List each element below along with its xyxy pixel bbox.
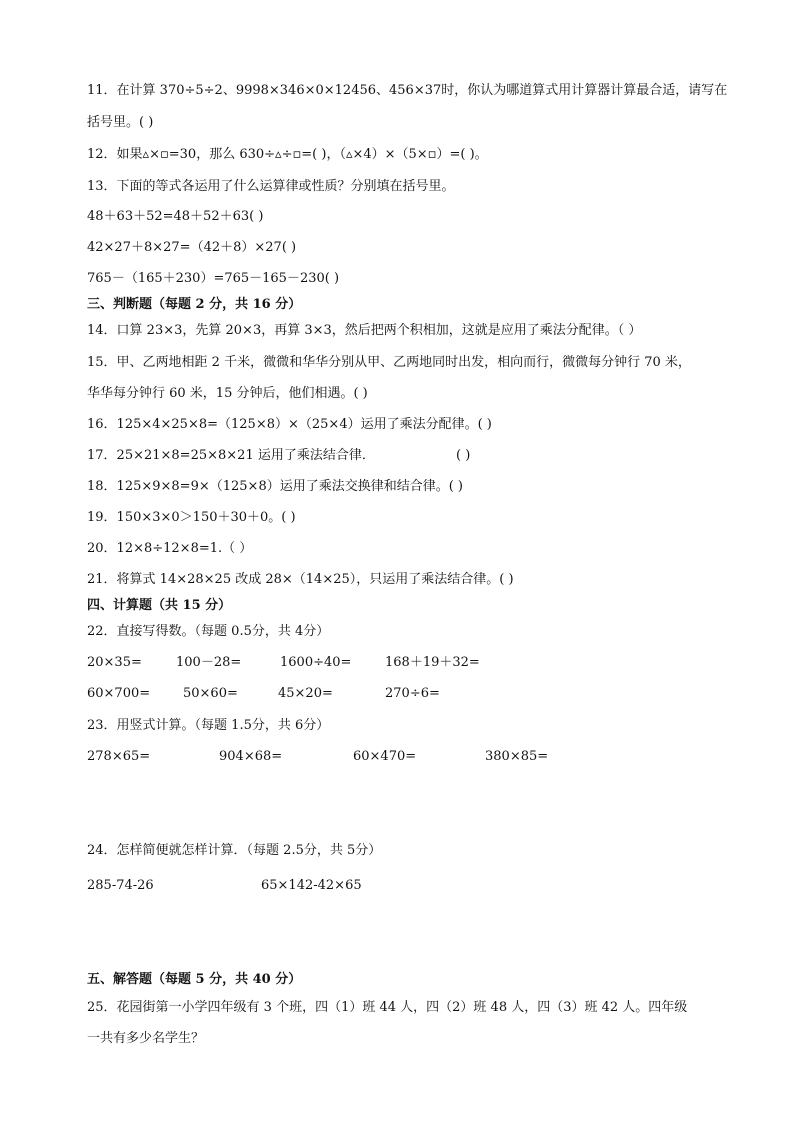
question-22-stem: 22．直接写得数。（每题 0.5分，共 4分） bbox=[87, 624, 330, 639]
q23-item: 904×68= bbox=[219, 749, 283, 764]
question-12: 12．如果▵×▫=30，那么 630÷▵÷▫=( )，（▵×4）×（5×▫）=( )。 bbox=[87, 147, 488, 162]
question-18: 18．125×9×8=9×（125×8）运用了乘法交换律和结合律。( ) bbox=[87, 479, 463, 494]
q23-item: 60×470= bbox=[353, 749, 417, 764]
question-17-blank: ( ) bbox=[456, 448, 471, 463]
q23-item: 278×65= bbox=[87, 749, 151, 764]
q22-item: 1600÷40= bbox=[280, 655, 352, 670]
question-21: 21．将算式 14×28×25 改成 28×（14×25），只运用了乘法结合律。( ) bbox=[87, 572, 514, 587]
question-17: 17．25×21×8=25×8×21 运用了乘法结合律． bbox=[87, 448, 375, 463]
question-13-stem: 13．下面的等式各运用了什么运算律或性质？分别填在括号里。 bbox=[87, 179, 455, 194]
q23-item: 380×85= bbox=[485, 749, 549, 764]
question-11-line-2: 括号里。( ) bbox=[87, 115, 154, 130]
section-5-title: 五、解答题（每题 5 分，共 40 分） bbox=[87, 972, 302, 987]
question-24-stem: 24．怎样简便就怎样计算．（每题 2.5分，共 5分） bbox=[87, 843, 382, 858]
question-13-a: 48＋63＋52=48＋52＋63( ) bbox=[87, 209, 264, 224]
q22-item: 50×60= bbox=[183, 686, 238, 701]
q22-item: 270÷6= bbox=[385, 686, 440, 701]
question-13-b: 42×27＋8×27=（42＋8）×27( ) bbox=[87, 240, 297, 255]
q22-item: 168＋19＋32= bbox=[385, 655, 480, 670]
question-13-c: 765－（165＋230）=765－165－230( ) bbox=[87, 271, 340, 286]
question-25-line-1: 25．花园街第一小学四年级有 3 个班，四（1）班 44 人，四（2）班 48 人，四（3）班 42 人。四年级 bbox=[87, 1000, 688, 1015]
question-15-line-1: 15．甲、乙两地相距 2 千米，微微和华华分别从甲、乙两地同时出发，相向而行，微微每分钟行 70 米， bbox=[87, 355, 691, 370]
q22-item: 60×700= bbox=[87, 686, 151, 701]
question-14: 14．口算 23×3，先算 20×3，再算 3×3，然后把两个积相加，这就是应用了乘法分配律。（ ） bbox=[87, 323, 642, 338]
question-15-line-2: 华华每分钟行 60 米，15 分钟后，他们相遇。( ) bbox=[87, 386, 368, 401]
section-4-title: 四、计算题（共 15 分） bbox=[87, 598, 232, 613]
question-16: 16．125×4×25×8=（125×8）×（25×4）运用了乘法分配律。( ) bbox=[87, 417, 492, 432]
q24-item: 65×142-42×65 bbox=[261, 878, 362, 893]
question-19: 19．150×3×0＞150＋30＋0。( ) bbox=[87, 510, 296, 525]
question-25-line-2: 一共有多少名学生？ bbox=[87, 1031, 205, 1046]
section-3-title: 三、判断题（每题 2 分，共 16 分） bbox=[87, 297, 302, 312]
q22-item: 45×20= bbox=[278, 686, 333, 701]
q22-item: 20×35= bbox=[87, 655, 142, 670]
q22-item: 100－28= bbox=[176, 655, 242, 670]
question-20: 20．12×8÷12×8=1.（ ） bbox=[87, 541, 253, 556]
question-11-line-1: 11．在计算 370÷5÷2、9998×346×0×12456、456×37时，你认为哪道算式用计算器计算最合适，请写在 bbox=[87, 83, 728, 98]
question-23-stem: 23．用竖式计算。（每题 1.5分，共 6分） bbox=[87, 718, 330, 733]
q24-item: 285-74-26 bbox=[87, 878, 154, 893]
